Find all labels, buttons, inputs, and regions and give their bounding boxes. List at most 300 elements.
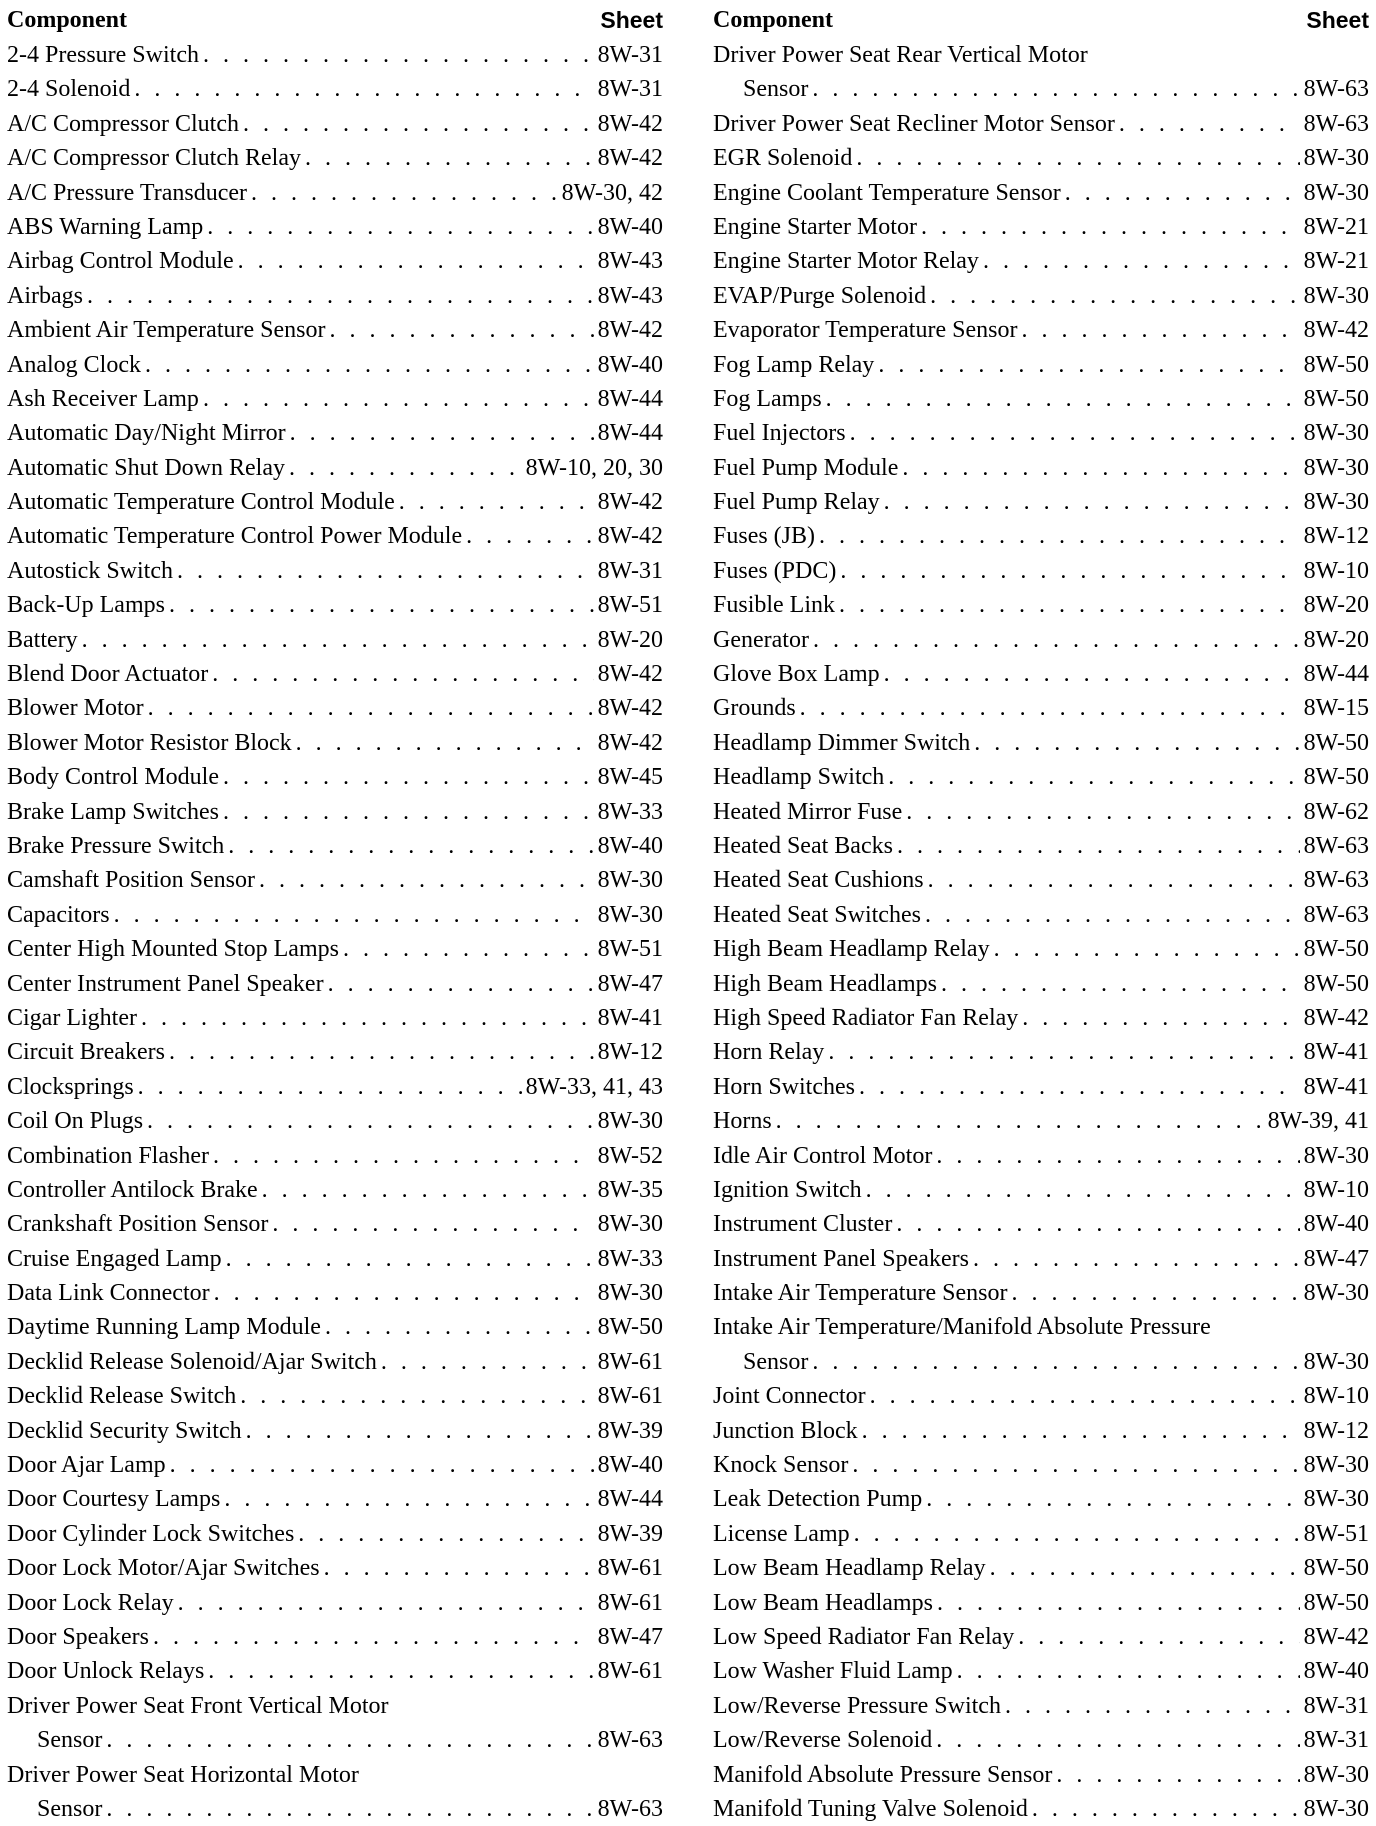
index-entry xyxy=(713,1482,1369,1516)
index-entry xyxy=(7,519,663,553)
component-name: EGR Solenoid xyxy=(713,145,853,172)
component-name: A/C Pressure Transducer xyxy=(7,179,247,206)
component-name: Manifold Absolute Pressure Sensor xyxy=(713,1761,1053,1788)
sheet-reference: 8W-50 xyxy=(1303,936,1369,963)
component-name: Clocksprings xyxy=(7,1073,134,1100)
sheet-reference: 8W-31 xyxy=(1303,1727,1369,1754)
dot-leader xyxy=(272,1207,593,1241)
dot-leader xyxy=(324,1551,594,1585)
index-entry xyxy=(713,1001,1369,1035)
dot-leader xyxy=(936,1139,1299,1173)
sheet-reference: 8W-30 xyxy=(1303,1452,1369,1479)
index-entry xyxy=(713,691,1369,725)
index-entry xyxy=(7,1586,663,1620)
index-entry xyxy=(7,1276,663,1310)
dot-leader xyxy=(921,210,1300,244)
dot-leader xyxy=(141,1001,594,1035)
component-name: Engine Coolant Temperature Sensor xyxy=(713,179,1061,206)
component-name: Automatic Temperature Control Module xyxy=(7,489,395,516)
index-entry xyxy=(713,1310,1369,1344)
sheet-reference: 8W-61 xyxy=(597,1658,663,1685)
dot-leader xyxy=(87,279,594,313)
index-entry xyxy=(7,416,663,450)
left-column xyxy=(7,2,663,1826)
index-entry xyxy=(7,554,663,588)
dot-leader xyxy=(153,1620,594,1654)
sheet-reference: 8W-40 xyxy=(597,351,663,378)
index-entry xyxy=(7,279,663,313)
index-entry xyxy=(7,348,663,382)
dot-leader xyxy=(203,38,594,72)
sheet-reference: 8W-33 xyxy=(597,1245,663,1272)
sheet-reference: 8W-47 xyxy=(597,1623,663,1650)
component-name: Ignition Switch xyxy=(713,1176,862,1203)
index-entry xyxy=(7,1551,663,1585)
index-entry xyxy=(713,588,1369,622)
dot-leader xyxy=(896,1207,1299,1241)
dot-leader xyxy=(325,1310,594,1344)
sheet-reference: 8W-51 xyxy=(597,592,663,619)
sheet-reference: 8W-30 xyxy=(1303,454,1369,481)
sheet-reference: 8W-30 xyxy=(1303,1142,1369,1169)
sheet-reference: 8W-10 xyxy=(1303,1383,1369,1410)
sheet-reference: 8W-63 xyxy=(1303,901,1369,928)
dot-leader xyxy=(941,967,1300,1001)
component-name: Fuel Pump Module xyxy=(713,454,899,481)
component-name: Headlamp Dimmer Switch xyxy=(713,729,971,756)
dot-leader xyxy=(296,726,594,760)
component-name: Data Link Connector xyxy=(7,1280,210,1307)
index-entry xyxy=(7,829,663,863)
dot-leader xyxy=(223,795,594,829)
dot-leader xyxy=(224,1482,593,1516)
index-entry xyxy=(7,1070,663,1104)
index-entry xyxy=(713,1654,1369,1688)
index-entry xyxy=(713,1414,1369,1448)
component-name: Brake Lamp Switches xyxy=(7,798,219,825)
sheet-reference: 8W-42 xyxy=(597,523,663,550)
dot-leader xyxy=(138,1070,522,1104)
dot-leader xyxy=(1005,1689,1300,1723)
index-entry xyxy=(713,279,1369,313)
index-entry xyxy=(713,176,1369,210)
component-name: Cruise Engaged Lamp xyxy=(7,1245,222,1272)
sheet-reference: 8W-40 xyxy=(597,213,663,240)
index-entry xyxy=(713,244,1369,278)
sheet-reference: 8W-44 xyxy=(1303,661,1369,688)
component-name: Headlamp Switch xyxy=(713,764,885,791)
sheet-reference: 8W-50 xyxy=(1303,1589,1369,1616)
index-entry xyxy=(7,107,663,141)
dot-leader xyxy=(906,795,1299,829)
sheet-reference: 8W-42 xyxy=(1303,1004,1369,1031)
component-name: Door Unlock Relays xyxy=(7,1658,205,1685)
sheet-reference: 8W-61 xyxy=(597,1555,663,1582)
dot-leader xyxy=(957,1654,1300,1688)
dot-leader xyxy=(214,1276,594,1310)
sheet-reference: 8W-50 xyxy=(1303,970,1369,997)
index-entry xyxy=(713,1758,1369,1792)
component-name: A/C Compressor Clutch Relay xyxy=(7,145,301,172)
index-entry xyxy=(7,1620,663,1654)
index-entry xyxy=(7,657,663,691)
left-column-entries xyxy=(7,38,663,1826)
component-name: Brake Pressure Switch xyxy=(7,832,225,859)
sheet-reference: 8W-30 xyxy=(1303,489,1369,516)
sheet-reference: 8W-61 xyxy=(597,1589,663,1616)
component-name: Fuses (PDC) xyxy=(713,557,837,584)
component-name: Fuel Injectors xyxy=(713,420,846,447)
component-name: Low Beam Headlamp Relay xyxy=(713,1555,986,1582)
sheet-reference: 8W-39 xyxy=(597,1520,663,1547)
dot-leader xyxy=(169,1035,594,1069)
sheet-reference: 8W-21 xyxy=(1303,213,1369,240)
dot-leader xyxy=(888,760,1299,794)
index-entry xyxy=(7,1139,663,1173)
index-entry-continuation xyxy=(7,1723,663,1757)
dot-leader xyxy=(329,313,593,347)
sheet-header: Sheet xyxy=(600,7,663,33)
index-entry xyxy=(713,967,1369,1001)
sheet-reference: 8W-30 xyxy=(597,1211,663,1238)
index-entry xyxy=(7,141,663,175)
dot-leader xyxy=(840,554,1299,588)
index-entry xyxy=(7,485,663,519)
dot-leader xyxy=(238,244,594,278)
component-name: Crankshaft Position Sensor xyxy=(7,1211,269,1238)
dot-leader xyxy=(243,107,594,141)
dot-leader xyxy=(994,932,1300,966)
component-name: EVAP/Purge Solenoid xyxy=(713,282,927,309)
index-entry xyxy=(7,898,663,932)
dot-leader xyxy=(106,1723,593,1757)
component-name: Airbags xyxy=(7,282,83,309)
component-name: Idle Air Control Motor xyxy=(713,1142,933,1169)
index-entry xyxy=(713,829,1369,863)
dot-leader xyxy=(878,348,1299,382)
index-entry xyxy=(713,1207,1369,1241)
dot-leader xyxy=(170,1448,594,1482)
sheet-reference: 8W-39, 41 xyxy=(1267,1108,1369,1135)
component-name: Low/Reverse Solenoid xyxy=(713,1727,933,1754)
sheet-reference: 8W-10 xyxy=(1303,1176,1369,1203)
sheet-header: Sheet xyxy=(1306,7,1369,33)
sheet-reference: 8W-44 xyxy=(597,1486,663,1513)
index-entry-continuation xyxy=(7,1792,663,1826)
sheet-reference: 8W-44 xyxy=(597,420,663,447)
sheet-reference: 8W-63 xyxy=(597,1727,663,1754)
index-entry xyxy=(713,519,1369,553)
sheet-reference: 8W-39 xyxy=(597,1417,663,1444)
index-entry xyxy=(713,210,1369,244)
component-name-continuation: Sensor xyxy=(37,1795,103,1822)
dot-leader xyxy=(145,348,594,382)
index-entry xyxy=(7,38,663,72)
dot-leader xyxy=(990,1551,1300,1585)
component-name: Driver Power Seat Front Vertical Motor xyxy=(7,1692,389,1719)
component-name: Cigar Lighter xyxy=(7,1004,137,1031)
component-header: Component xyxy=(7,7,128,33)
dot-leader xyxy=(812,72,1299,106)
sheet-reference: 8W-61 xyxy=(597,1383,663,1410)
sheet-reference: 8W-42 xyxy=(597,145,663,172)
component-name: Decklid Security Switch xyxy=(7,1417,242,1444)
dot-leader xyxy=(776,1104,1264,1138)
sheet-reference: 8W-45 xyxy=(597,764,663,791)
component-name: Battery xyxy=(7,626,78,653)
dot-leader xyxy=(259,863,594,897)
sheet-reference: 8W-50 xyxy=(1303,1555,1369,1582)
component-name: A/C Compressor Clutch xyxy=(7,110,239,137)
component-name: Fog Lamp Relay xyxy=(713,351,875,378)
index-entry xyxy=(7,1001,663,1035)
sheet-reference: 8W-30 xyxy=(597,867,663,894)
dot-leader xyxy=(1056,1758,1299,1792)
component-name: Knock Sensor xyxy=(713,1452,849,1479)
component-name: Automatic Temperature Control Power Module xyxy=(7,523,463,550)
component-name: Engine Starter Motor Relay xyxy=(713,248,979,275)
sheet-reference: 8W-63 xyxy=(1303,76,1369,103)
dot-leader xyxy=(862,1414,1300,1448)
index-entry xyxy=(713,760,1369,794)
sheet-reference: 8W-52 xyxy=(597,1142,663,1169)
dot-leader xyxy=(926,1482,1299,1516)
sheet-reference: 8W-40 xyxy=(597,1452,663,1479)
component-name: Body Control Module xyxy=(7,764,220,791)
component-name: Horn Switches xyxy=(713,1073,855,1100)
index-entry xyxy=(7,1035,663,1069)
sheet-reference: 8W-51 xyxy=(1303,1520,1369,1547)
dot-leader xyxy=(1022,1001,1299,1035)
dot-leader xyxy=(859,1070,1300,1104)
sheet-reference: 8W-50 xyxy=(1303,764,1369,791)
index-entry xyxy=(7,313,663,347)
dot-leader xyxy=(936,1723,1299,1757)
component-name: Camshaft Position Sensor xyxy=(7,867,256,894)
component-name: Back-Up Lamps xyxy=(7,592,165,619)
dot-leader xyxy=(1018,1620,1299,1654)
sheet-reference: 8W-31 xyxy=(1303,1692,1369,1719)
component-name: Low Speed Radiator Fan Relay xyxy=(713,1623,1015,1650)
component-name: License Lamp xyxy=(713,1520,850,1547)
index-entry xyxy=(713,1276,1369,1310)
sheet-reference: 8W-47 xyxy=(597,970,663,997)
dot-leader xyxy=(854,1517,1300,1551)
index-entry xyxy=(7,1654,663,1688)
dot-leader xyxy=(212,657,593,691)
dot-leader xyxy=(106,1792,593,1826)
dot-leader xyxy=(148,691,594,725)
sheet-reference: 8W-20 xyxy=(1303,592,1369,619)
index-entry xyxy=(713,657,1369,691)
component-name: Combination Flasher xyxy=(7,1142,209,1169)
component-name: Decklid Release Solenoid/Ajar Switch xyxy=(7,1348,377,1375)
dot-leader xyxy=(974,726,1299,760)
index-entry xyxy=(713,348,1369,382)
index-entry xyxy=(7,588,663,622)
sheet-reference: 8W-43 xyxy=(597,282,663,309)
index-entry xyxy=(713,1448,1369,1482)
index-entry xyxy=(713,623,1369,657)
index-entry xyxy=(713,38,1369,72)
dot-leader xyxy=(1065,176,1300,210)
dot-leader xyxy=(246,1414,594,1448)
dot-leader xyxy=(262,1173,594,1207)
index-entry xyxy=(713,932,1369,966)
index-entry xyxy=(7,1173,663,1207)
component-name: 2-4 Solenoid xyxy=(7,76,131,103)
component-name: ABS Warning Lamp xyxy=(7,213,204,240)
dot-leader xyxy=(82,623,594,657)
component-name: Center High Mounted Stop Lamps xyxy=(7,936,339,963)
dot-leader xyxy=(134,72,593,106)
sheet-reference: 8W-30 xyxy=(1303,145,1369,172)
sheet-reference: 8W-50 xyxy=(1303,351,1369,378)
index-entry xyxy=(713,1723,1369,1757)
sheet-reference: 8W-30 xyxy=(1303,1486,1369,1513)
index-entry xyxy=(7,244,663,278)
dot-leader xyxy=(812,1345,1299,1379)
dot-leader xyxy=(930,279,1300,313)
index-entry xyxy=(713,1173,1369,1207)
dot-leader xyxy=(290,416,594,450)
index-entry xyxy=(7,1448,663,1482)
dot-leader xyxy=(813,623,1300,657)
index-entry xyxy=(713,1586,1369,1620)
sheet-reference: 8W-42 xyxy=(597,110,663,137)
index-entry xyxy=(7,1482,663,1516)
component-name: Low Beam Headlamps xyxy=(713,1589,933,1616)
component-name: Controller Antilock Brake xyxy=(7,1176,258,1203)
sheet-reference: 8W-50 xyxy=(1303,385,1369,412)
sheet-reference: 8W-42 xyxy=(597,661,663,688)
index-entry xyxy=(713,554,1369,588)
index-entry xyxy=(7,210,663,244)
sheet-reference: 8W-35 xyxy=(597,1176,663,1203)
component-name: Automatic Shut Down Relay xyxy=(7,454,285,481)
sheet-reference: 8W-43 xyxy=(597,248,663,275)
dot-leader xyxy=(305,141,594,175)
dot-leader xyxy=(466,519,594,553)
sheet-reference: 8W-30 xyxy=(1303,1761,1369,1788)
sheet-reference: 8W-63 xyxy=(1303,110,1369,137)
sheet-reference: 8W-44 xyxy=(597,385,663,412)
index-entry xyxy=(713,107,1369,141)
dot-leader xyxy=(1032,1792,1300,1826)
dot-leader xyxy=(902,451,1299,485)
component-name: Blend Door Actuator xyxy=(7,661,209,688)
component-name: Evaporator Temperature Sensor xyxy=(713,317,1018,344)
index-entry-continuation xyxy=(713,1345,1369,1379)
sheet-reference: 8W-30 xyxy=(1303,282,1369,309)
dot-leader xyxy=(839,588,1300,622)
dot-leader xyxy=(251,176,558,210)
component-name: Low Washer Fluid Lamp xyxy=(713,1658,953,1685)
index-entry xyxy=(7,1689,663,1723)
dot-leader xyxy=(298,1517,593,1551)
index-entry xyxy=(7,967,663,1001)
dot-leader xyxy=(884,485,1300,519)
dot-leader xyxy=(850,416,1300,450)
component-name: Airbag Control Module xyxy=(7,248,234,275)
component-name: Joint Connector xyxy=(713,1383,866,1410)
component-name: Horn Relay xyxy=(713,1039,825,1066)
index-entry xyxy=(713,1139,1369,1173)
index-entry xyxy=(7,1104,663,1138)
component-name: Blower Motor xyxy=(7,695,144,722)
component-name: Circuit Breakers xyxy=(7,1039,165,1066)
index-entry xyxy=(7,1310,663,1344)
index-entry xyxy=(713,1035,1369,1069)
sheet-reference: 8W-42 xyxy=(597,695,663,722)
index-entry xyxy=(713,451,1369,485)
dot-leader xyxy=(973,1242,1300,1276)
index-entry xyxy=(713,1242,1369,1276)
component-name: Junction Block xyxy=(713,1417,858,1444)
dot-leader xyxy=(177,554,594,588)
dot-leader xyxy=(203,382,594,416)
component-name: Instrument Panel Speakers xyxy=(713,1245,969,1272)
dot-leader xyxy=(223,760,594,794)
dot-leader xyxy=(870,1379,1300,1413)
index-entry xyxy=(713,726,1369,760)
right-column-entries xyxy=(713,38,1369,1826)
component-name-continuation: Sensor xyxy=(743,76,809,103)
dot-leader xyxy=(937,1586,1300,1620)
sheet-reference: 8W-42 xyxy=(1303,1623,1369,1650)
index-entry xyxy=(713,141,1369,175)
sheet-reference: 8W-47 xyxy=(1303,1245,1369,1272)
index-entry xyxy=(713,795,1369,829)
dot-leader xyxy=(207,210,593,244)
sheet-reference: 8W-20 xyxy=(597,626,663,653)
dot-leader xyxy=(983,244,1300,278)
sheet-reference: 8W-10 xyxy=(1303,557,1369,584)
sheet-reference: 8W-12 xyxy=(1303,523,1369,550)
component-name: Heated Seat Backs xyxy=(713,832,893,859)
component-name: Ambient Air Temperature Sensor xyxy=(7,317,326,344)
component-name: Generator xyxy=(713,626,809,653)
index-entry xyxy=(7,1379,663,1413)
sheet-reference: 8W-40 xyxy=(1303,1658,1369,1685)
index-entry xyxy=(713,1792,1369,1826)
component-name: Grounds xyxy=(713,695,796,722)
component-name: 2-4 Pressure Switch xyxy=(7,42,199,68)
dot-leader xyxy=(866,1173,1300,1207)
index-entry xyxy=(713,1517,1369,1551)
component-name: Heated Seat Switches xyxy=(713,901,921,928)
index-entry xyxy=(7,932,663,966)
component-name: Daytime Running Lamp Module xyxy=(7,1314,321,1341)
component-name: Blower Motor Resistor Block xyxy=(7,729,292,756)
dot-leader xyxy=(208,1654,593,1688)
index-entry xyxy=(713,416,1369,450)
sheet-reference: 8W-15 xyxy=(1303,695,1369,722)
dot-leader xyxy=(897,829,1300,863)
component-name: Fuel Pump Relay xyxy=(713,489,880,516)
dot-leader xyxy=(328,967,594,1001)
dot-leader xyxy=(240,1379,593,1413)
sheet-reference: 8W-30 xyxy=(597,1280,663,1307)
dot-leader xyxy=(856,141,1299,175)
index-entry xyxy=(7,760,663,794)
sheet-reference: 8W-30 xyxy=(1303,179,1369,206)
dot-leader xyxy=(928,863,1300,897)
component-name: High Speed Radiator Fan Relay xyxy=(713,1004,1019,1031)
index-entry xyxy=(7,1345,663,1379)
sheet-reference: 8W-42 xyxy=(597,489,663,516)
index-entry xyxy=(713,485,1369,519)
